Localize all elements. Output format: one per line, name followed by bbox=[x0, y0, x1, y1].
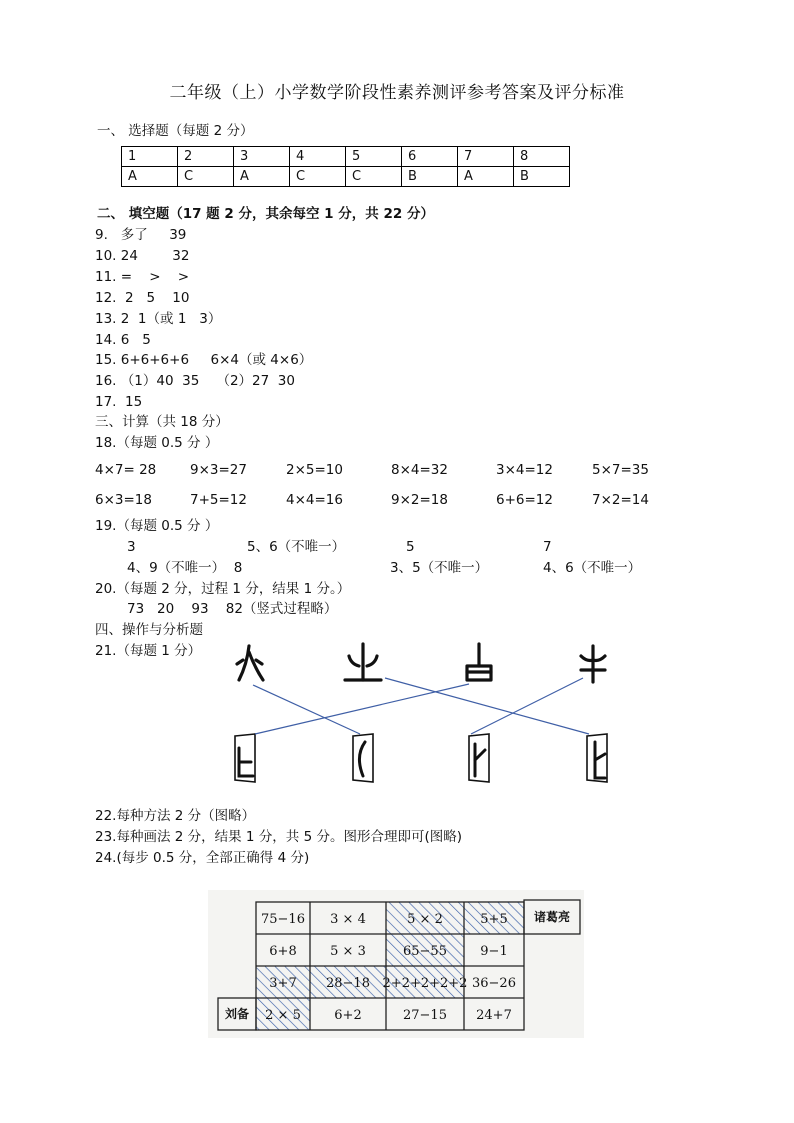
calc-item: 2×5=10 bbox=[286, 462, 343, 478]
grid-cell-expression: 3 × 4 bbox=[330, 912, 366, 927]
q19-answer: 5、6（不唯一） bbox=[247, 539, 346, 555]
table-cell: C bbox=[178, 167, 234, 187]
q19-answer: 3 bbox=[127, 539, 136, 555]
section-1-heading: 一、 选择题（每题 2 分） bbox=[97, 123, 254, 139]
grid-cell-expression: 2 × 5 bbox=[265, 1008, 301, 1023]
fill-answer-12: 12. 2 5 10 bbox=[95, 290, 190, 306]
grid-cell-expression: 5+5 bbox=[480, 912, 508, 927]
grid-cell-expression: 5 × 2 bbox=[407, 912, 443, 927]
grid-cell-expression: 3+7 bbox=[269, 976, 297, 991]
table-cell: 7 bbox=[458, 147, 514, 167]
calc-item: 8×4=32 bbox=[391, 462, 448, 478]
q24-text: 24.(每步 0.5 分，全部正确得 4 分) bbox=[95, 850, 310, 866]
grid-cell-expression: 75−16 bbox=[261, 912, 305, 927]
grid-cell-expression: 9−1 bbox=[480, 944, 508, 959]
table-cell: B bbox=[514, 167, 570, 187]
q18-label: 18.（每题 0.5 分 ） bbox=[95, 435, 219, 451]
grid-cell-expression: 27−15 bbox=[403, 1008, 447, 1023]
q20-answer: 73 20 93 82（竖式过程略） bbox=[127, 601, 338, 617]
grid-cell-expression: 36−26 bbox=[472, 976, 516, 991]
q19-answer: 3、5（不唯一） bbox=[390, 560, 489, 576]
table-cell: 3 bbox=[234, 147, 290, 167]
q20-label: 20.（每题 2 分，过程 1 分，结果 1 分。） bbox=[95, 581, 351, 597]
grid-cell-expression: 65−55 bbox=[403, 944, 447, 959]
table-cell: 8 bbox=[514, 147, 570, 167]
choice-answer-table bbox=[121, 146, 570, 187]
q24-path-grid bbox=[208, 890, 584, 1038]
calc-item: 4×4=16 bbox=[286, 492, 343, 508]
fill-answer-17: 17. 15 bbox=[95, 394, 143, 410]
calc-item: 7×2=14 bbox=[592, 492, 649, 508]
grid-cell-expression: 6+2 bbox=[334, 1008, 362, 1023]
q23-text: 23.每种画法 2 分，结果 1 分，共 5 分。图形合理即可(图略) bbox=[95, 829, 463, 845]
section-4-heading: 四、操作与分析题 bbox=[95, 622, 203, 638]
fill-answer-11: 11. = > > bbox=[95, 269, 190, 285]
ancient-character-1 bbox=[237, 646, 263, 680]
mirror-halves bbox=[239, 742, 605, 778]
fill-answer-10: 10. 24 32 bbox=[95, 248, 190, 264]
table-cell: 6 bbox=[402, 147, 458, 167]
q19-answer: 4、6（不唯一） bbox=[543, 560, 642, 576]
table-cell: A bbox=[122, 167, 178, 187]
grid-cell-expression: 28−18 bbox=[326, 976, 370, 991]
fill-answer-15: 15. 6+6+6+6 6×4（或 4×6） bbox=[95, 352, 313, 368]
label-liu-bei: 刘备 bbox=[224, 1007, 250, 1021]
section-3-heading: 三、计算（共 18 分） bbox=[95, 414, 229, 430]
table-cell: 4 bbox=[290, 147, 346, 167]
label-zhuge-liang: 诸葛亮 bbox=[533, 910, 571, 924]
fill-answer-16: 16. （1）40 35 （2）27 30 bbox=[95, 373, 295, 389]
calc-item: 7+5=12 bbox=[190, 492, 247, 508]
q22-text: 22.每种方法 2 分（图略） bbox=[95, 808, 256, 824]
calc-item: 9×2=18 bbox=[391, 492, 448, 508]
calc-item: 6+6=12 bbox=[496, 492, 553, 508]
table-cell: 5 bbox=[346, 147, 402, 167]
table-cell: B bbox=[402, 167, 458, 187]
table-cell: A bbox=[234, 167, 290, 187]
q19-answer: 5 bbox=[406, 539, 415, 555]
q19-answer: 7 bbox=[543, 539, 552, 555]
table-row bbox=[122, 167, 570, 187]
grid-cell-expression: 6+8 bbox=[269, 944, 297, 959]
grid-cell-expression: 2+2+2+2+2 bbox=[382, 976, 468, 991]
table-cell: 1 bbox=[122, 147, 178, 167]
calc-item: 5×7=35 bbox=[592, 462, 649, 478]
mirror-cards bbox=[235, 734, 607, 782]
grid-cell-expression: 24+7 bbox=[476, 1008, 512, 1023]
q19-label: 19.（每题 0.5 分 ） bbox=[95, 518, 219, 534]
table-cell: A bbox=[458, 167, 514, 187]
calc-item: 3×4=12 bbox=[496, 462, 553, 478]
ancient-character-4 bbox=[581, 646, 605, 682]
table-cell: C bbox=[346, 167, 402, 187]
ancient-character-3 bbox=[467, 644, 491, 680]
ancient-character-2 bbox=[345, 644, 381, 680]
fill-answer-14: 14. 6 5 bbox=[95, 332, 151, 348]
fill-answer-13: 13. 2 1（或 1 3） bbox=[95, 311, 222, 327]
section-2-heading: 二、 填空题（17 题 2 分，其余每空 1 分，共 22 分） bbox=[97, 206, 434, 222]
fill-answer-9: 9. 多了 39 bbox=[95, 227, 187, 243]
page-title: 二年级（上）小学数学阶段性素养测评参考答案及评分标准 bbox=[169, 83, 625, 103]
calc-item: 6×3=18 bbox=[95, 492, 152, 508]
calc-item: 9×3=27 bbox=[190, 462, 247, 478]
calc-item: 4×7= 28 bbox=[95, 462, 157, 478]
table-cell: 2 bbox=[178, 147, 234, 167]
q21-matching-figure bbox=[225, 630, 625, 790]
table-cell: C bbox=[290, 167, 346, 187]
matching-lines bbox=[253, 678, 589, 734]
table-row bbox=[122, 147, 570, 167]
q21-label: 21.（每题 1 分） bbox=[95, 643, 202, 659]
grid-cell-expression: 5 × 3 bbox=[330, 944, 366, 959]
q19-answer: 4、9（不唯一） 8 bbox=[127, 560, 243, 576]
